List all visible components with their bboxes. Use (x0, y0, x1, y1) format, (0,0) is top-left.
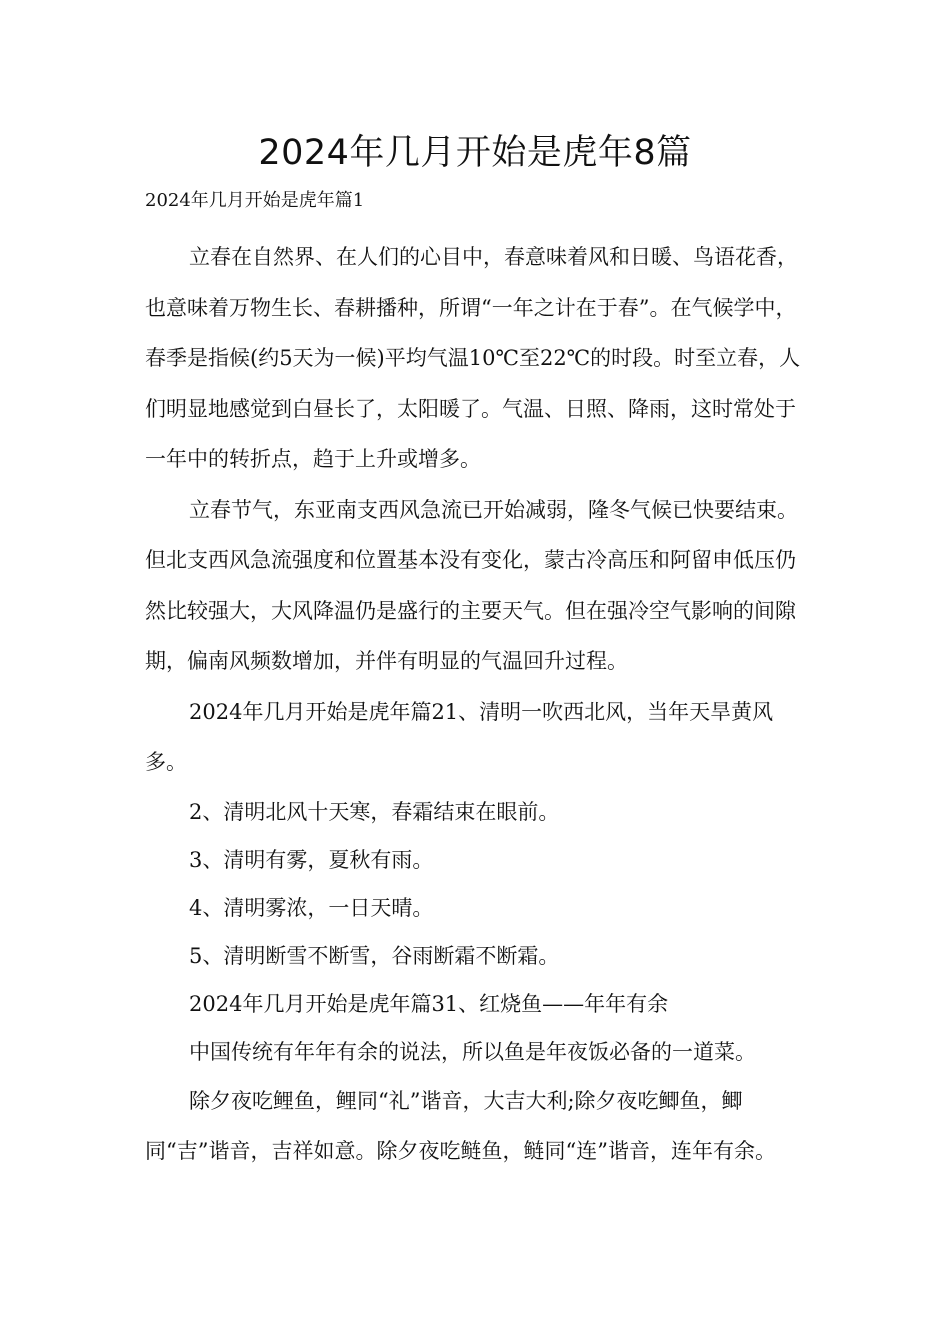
paragraph: 3、清明有雾，夏秋有雨。 (189, 847, 434, 872)
paragraph: 2024年几月开始是虎年篇31、红烧鱼——年年有余 (189, 991, 669, 1016)
section-heading: 2024年几月开始是虎年篇1 (145, 190, 365, 211)
paragraph: 4、清明雾浓，一日天晴。 (189, 895, 434, 920)
paragraph: 2、清明北风十天寒，春霜结束在眼前。 (189, 799, 560, 824)
paragraph: 立春节气，东亚南支西风急流已开始减弱，隆冬气候已快要结束。但北支西风急流强度和位置基本没有变化，蒙古冷高压和阿留申低压仍然比较强大，大风降温仍是盛行的主要天气。但在强冷空气影响的间隙期，偏南风频数增加，并伴有明显的气温回升过程。 (145, 497, 798, 673)
paragraph: 中国传统有年年有余的说法，所以鱼是年夜饭必备的一道菜。 (189, 1039, 756, 1064)
paragraph: 2024年几月开始是虎年篇21、清明一吹西北风，当年天旱黄风多。 (145, 699, 774, 774)
paragraph: 除夕夜吃鲤鱼，鲤同“礼”谐音，大吉大利;除夕夜吃鲫鱼，鲫同“吉”谐音，吉祥如意。除夕夜吃鲢鱼，鲢同“连”谐音，连年有余。 (145, 1088, 776, 1163)
paragraph: 立春在自然界、在人们的心目中，春意味着风和日暖、鸟语花香，也意味着万物生长、春耕播种，所谓“一年之计在于春”。在气候学中，春季是指候(约5天为一候)平均气温10℃至22℃的时段。时至立春，人们明显地感觉到白昼长了，太阳暖了。气温、日照、降雨，这时常处于一年中的转折点，趋于上升或增多。 (145, 245, 801, 471)
paragraph: 5、清明断雪不断雪，谷雨断霜不断霜。 (189, 943, 560, 968)
document-body (145, 232, 810, 1177)
document-title: 2024年几月开始是虎年8篇 (258, 133, 692, 173)
